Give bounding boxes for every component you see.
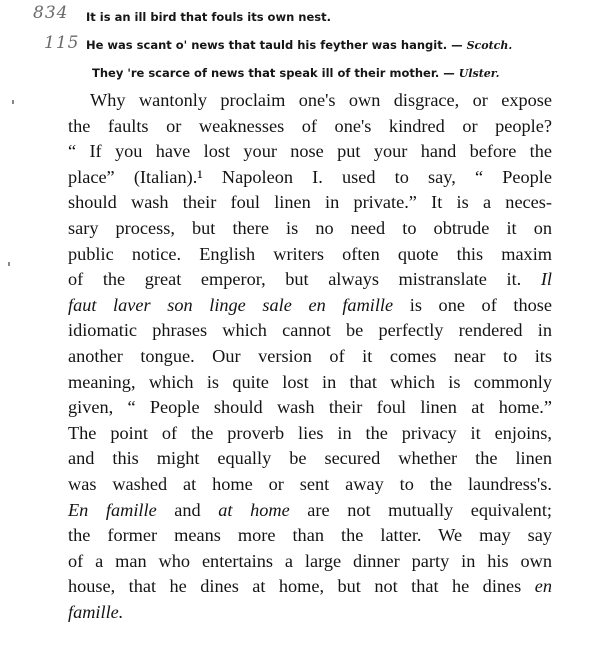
phrase-en-famille: En famille — [68, 499, 157, 520]
proverb-3-attribution: Ulster. — [458, 67, 500, 80]
french-phrase: faut laver son linge sale en famille — [68, 294, 394, 315]
body-line-20 — [68, 574, 552, 600]
phrase-en: en — [534, 576, 552, 597]
body-line-2: the faults or weaknesses of one's kindred or people? — [68, 115, 552, 136]
proverb-1-text: It is an ill bird that fouls its own nest. — [86, 10, 331, 24]
proverb-3-text: They 're scarce of news that speak ill of their mother. — — [92, 66, 455, 80]
body-line-4: place” (Italian).¹ Napoleon I. used to say, “ People — [68, 166, 552, 187]
body-line-9 — [68, 293, 552, 319]
body-line-16: was washed at home or sent away to the laundress's. — [68, 473, 552, 494]
body-line-17-text-b: are not mutually equivalent; — [289, 499, 552, 520]
phrase-famille: famille. — [68, 601, 124, 622]
handwritten-note-115: 115 — [44, 33, 80, 53]
proverb-2-text: He was scant o' news that tauld his feyther was hangit. — — [86, 38, 463, 52]
body-line-15: and this might equally be secured whether the linen — [68, 448, 552, 469]
body-line-6: sary process, but there is no need to obtrude it on — [68, 217, 552, 238]
proverb-3 — [92, 66, 499, 80]
proverb-2 — [86, 38, 512, 52]
body-line-1: Why wantonly proclaim one's own disgrace, or expose — [90, 90, 552, 110]
body-line-14: The point of the proverb lies in the privacy it enjoins, — [68, 422, 552, 443]
french-phrase-start: Il — [540, 269, 552, 290]
proverb-1 — [86, 10, 331, 24]
body-line-5: should wash their foul linen in private.” It is a neces- — [68, 192, 552, 213]
margin-mark — [8, 262, 10, 266]
body-line-18: the former means more than the latter. We may say — [68, 525, 552, 546]
body-line-13: given, “ People should wash their foul linen at home.” — [68, 397, 552, 418]
body-line-10: idiomatic phrases which cannot be perfectly rendered in — [68, 320, 552, 341]
phrase-at-home: at home — [218, 499, 290, 520]
body-line-8 — [68, 267, 552, 293]
commentary-paragraph — [68, 88, 552, 625]
body-line-12: meaning, which is quite lost in that which is commonly — [68, 371, 552, 392]
handwritten-note-834: 834 — [33, 3, 69, 23]
body-line-21 — [68, 600, 552, 626]
body-line-3: “ If you have lost your nose put your hand before the — [68, 141, 552, 162]
body-line-19: of a man who entertains a large dinner party in his own — [68, 550, 552, 571]
body-line-11: another tongue. Our version of it comes near to its — [68, 345, 552, 366]
body-line-9-text: is one of those — [393, 294, 552, 315]
body-line-17 — [68, 498, 552, 524]
body-line-7: public notice. English writers often quote this maxim — [68, 243, 552, 264]
body-line-20-text: house, that he dines at home, but not that he dines — [68, 576, 522, 597]
margin-mark — [12, 100, 14, 104]
body-line-17-text-a: and — [156, 499, 219, 520]
proverb-2-attribution: Scotch. — [466, 39, 513, 52]
body-line-8-text: of the great emperor, but always mistranslate it. — [68, 269, 522, 290]
